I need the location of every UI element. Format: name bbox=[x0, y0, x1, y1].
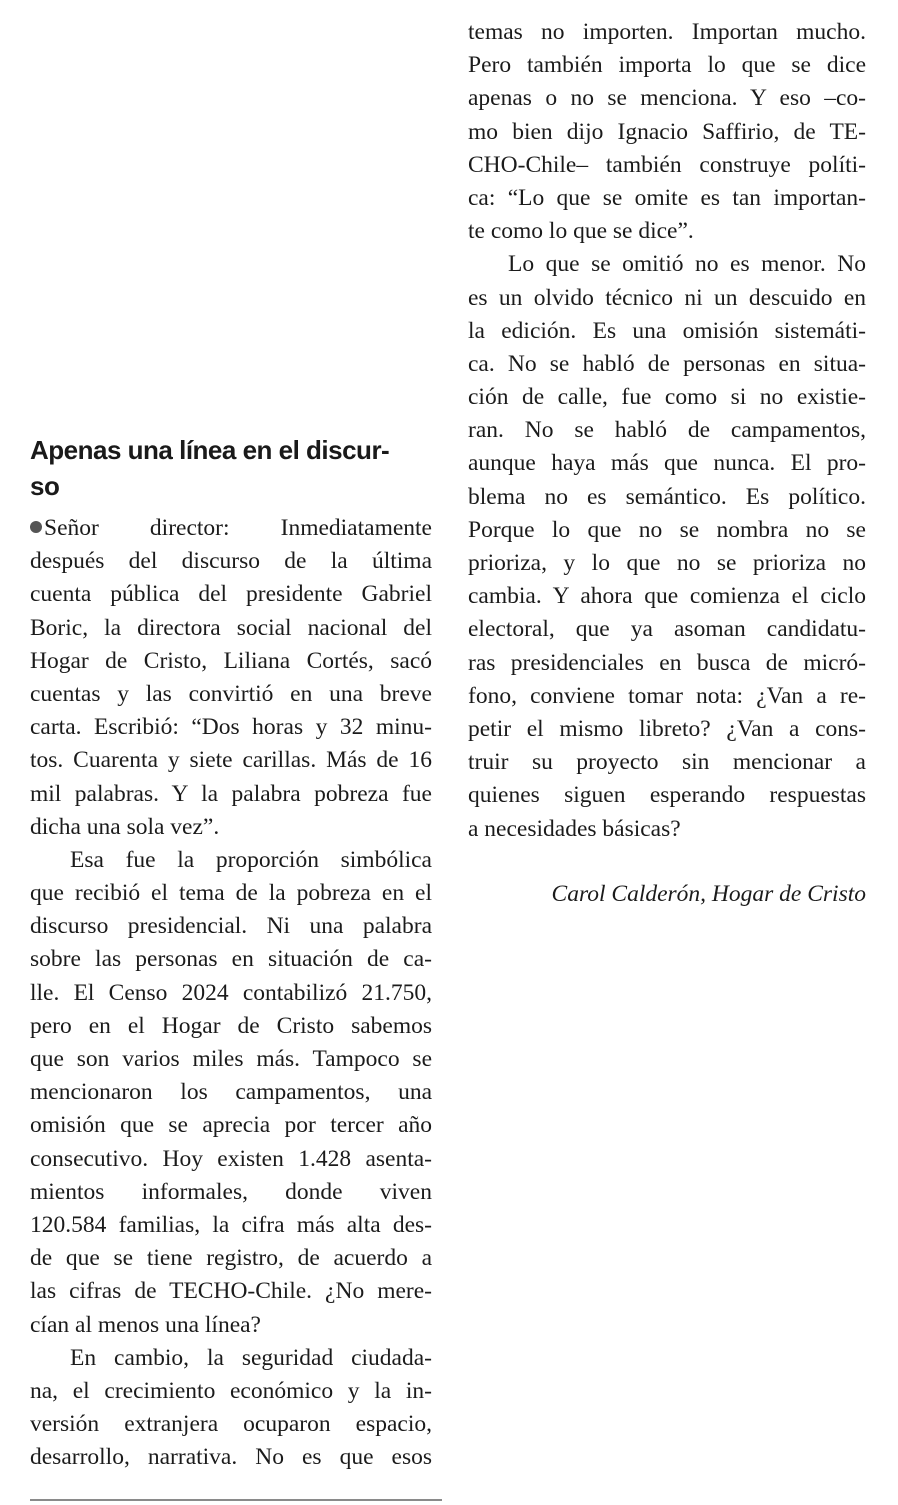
text-line: apenas o no se menciona. Y eso –co- bbox=[468, 85, 866, 112]
text-line: Hogar de Cristo, Liliana Cortés, sacó bbox=[30, 647, 432, 674]
text-line: temas no importen. Importan mucho. bbox=[468, 19, 866, 45]
text-line: discurso presidencial. Ni una palabra bbox=[30, 913, 432, 940]
text-line: cuenta pública del presidente Gabriel bbox=[30, 581, 432, 608]
text-line: Lo que se omitió no es menor. No bbox=[508, 251, 866, 278]
text-line: petir el mismo libreto? ¿Van a cons- bbox=[468, 715, 866, 742]
text-line: te como lo que se dice”. bbox=[468, 218, 694, 245]
text-line: cuentas y las convirtió en una breve bbox=[30, 680, 432, 707]
text-line: CHO-Chile– también construye políti- bbox=[468, 151, 866, 178]
text-line: Esa fue la proporción simbólica bbox=[70, 846, 432, 873]
left-text-column bbox=[30, 512, 432, 1474]
text-line: a necesidades básicas? bbox=[468, 815, 681, 842]
text-line: pero en el Hogar de Cristo sabemos bbox=[30, 1012, 432, 1039]
text-line: cambia. Y ahora que comienza el ciclo bbox=[468, 583, 866, 610]
text-line: desarrollo, narrativa. No es que esos bbox=[30, 1444, 432, 1471]
text-line: Porque lo que no se nombra no se bbox=[468, 516, 866, 543]
text-line: electoral, que ya asoman candidatu- bbox=[468, 616, 866, 643]
text-line: consecutivo. Hoy existen 1.428 asenta- bbox=[30, 1145, 432, 1172]
text-line: ras presidenciales en busca de micró- bbox=[468, 649, 866, 676]
text-line: dicha una sola vez”. bbox=[30, 813, 220, 840]
text-line: ca. No se habló de personas en situa- bbox=[468, 350, 866, 377]
text-line: En cambio, la seguridad ciudada- bbox=[70, 1344, 432, 1371]
text-line: lle. El Censo 2024 contabilizó 21.750, bbox=[30, 979, 432, 1006]
text-line: que son varios miles más. Tampoco se bbox=[30, 1046, 432, 1072]
text-line: versión extranjera ocuparon espacio, bbox=[30, 1411, 432, 1438]
text-line: mencionaron los campamentos, una bbox=[30, 1079, 432, 1106]
text-line: Boric, la directora social nacional del bbox=[30, 614, 432, 641]
text-line: fono, conviene tomar nota: ¿Van a re- bbox=[468, 682, 866, 709]
text-line: carta. Escribió: “Dos horas y 32 minu- bbox=[30, 714, 432, 741]
text-line bbox=[30, 512, 432, 545]
text-line: ran. No se habló de campamentos, bbox=[468, 417, 866, 444]
text-line: sobre las personas en situación de ca- bbox=[30, 946, 432, 973]
text-line: mientos informales, donde viven bbox=[30, 1178, 432, 1205]
text-line: después del discurso de la última bbox=[30, 548, 432, 575]
text-line: prioriza, y lo que no se prioriza no bbox=[468, 550, 866, 576]
text-line: na, el crecimiento económico y la in- bbox=[30, 1377, 432, 1404]
text-line: mo bien dijo Ignacio Saffirio, de TE- bbox=[468, 118, 866, 145]
text-line-content: Señor director: Inmediatamente bbox=[44, 515, 432, 541]
bullet-icon bbox=[30, 521, 42, 533]
letter-signature: Carol Calderón, Hogar de Cristo bbox=[551, 881, 866, 907]
text-line: tos. Cuarenta y siete carillas. Más de 16 bbox=[30, 747, 432, 774]
text-line: las cifras de TECHO-Chile. ¿No mere- bbox=[30, 1278, 432, 1305]
text-line: truir su proyecto sin mencionar a bbox=[468, 749, 866, 776]
text-line: de que se tiene registro, de acuerdo a bbox=[30, 1245, 432, 1272]
text-line: que recibió el tema de la pobreza en el bbox=[30, 880, 432, 907]
text-line: aunque haya más que nunca. El pro- bbox=[468, 450, 866, 477]
text-line: blema no es semántico. Es político. bbox=[468, 483, 866, 510]
text-line: 120.584 familias, la cifra más alta des- bbox=[30, 1211, 432, 1238]
text-line: mil palabras. Y la palabra pobreza fue bbox=[30, 780, 432, 807]
text-line: cían al menos una línea? bbox=[30, 1311, 261, 1338]
headline-line: so bbox=[30, 470, 60, 501]
headline-line: Apenas una línea en el discur- bbox=[30, 434, 390, 465]
text-line: omisión que se aprecia por tercer año bbox=[30, 1112, 432, 1139]
text-line: ción de calle, fue como si no existie- bbox=[468, 384, 866, 411]
text-line: quienes siguen esperando respuestas bbox=[468, 782, 866, 809]
text-line: Pero también importa lo que se dice bbox=[468, 52, 866, 79]
letter-headline bbox=[30, 432, 432, 504]
right-text-column bbox=[468, 16, 866, 846]
bottom-divider bbox=[30, 1499, 442, 1501]
text-line: ca: “Lo que se omite es tan importan- bbox=[468, 184, 866, 211]
text-line: es un olvido técnico ni un descuido en bbox=[468, 284, 866, 311]
text-line: la edición. Es una omisión sistemáti- bbox=[468, 317, 866, 344]
